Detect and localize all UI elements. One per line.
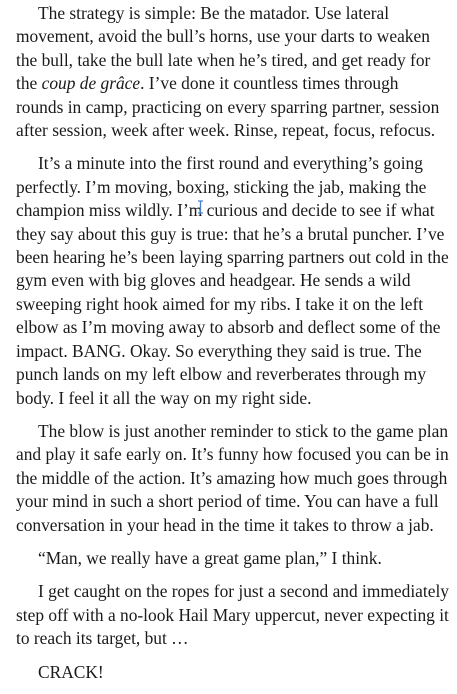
paragraph [16,2,450,142]
paragraph-text: It’s a minute into the first round and everything’s going perfectly. I’m moving, boxing, sticking the jab, making the champion miss wildly. I’m curious and decide to see if what they say about this guy is true: that he’s a brutal puncher. I’ve been hearing he’s been laying sparring partners out cold in the gym even with big gloves and headgear. He sends a wild sweeping right hook aimed for my ribs. I take it on the left elbow as I’m moving away to absorb and deflect some of the impact. BANG. Okay. So everything they said is true. The punch lands on my left elbow and reverberates through my body. I feel it all the way on my right side. [16,153,449,408]
paragraph-text: . I’ve done it countless times through rounds in camp, practicing on every sparring partner, session after session, week after week. Rinse, repeat, focus, refocus. [16,73,440,141]
paragraph [16,580,450,650]
paragraph-text: “Man, we really have a great game plan,” I think. [38,547,382,568]
paragraph [16,420,450,537]
paragraph-text: The strategy is simple: Be the matador. Use lateral movement, avoid the bull’s horns, use your darts to weaken the bull, take the bull late when he’s tired, and get ready for the [16,3,431,94]
text-cursor-icon [197,200,204,214]
paragraph-text: CRACK! [38,661,104,682]
paragraph-italic-text: coup de grâce [41,73,141,94]
paragraph [16,661,450,684]
document-page [16,2,450,694]
paragraph [16,547,450,570]
paragraph-text: I get caught on the ropes for just a second and immediately step off with a no-look Hail Mary uppercut, never expecting it to reach its target, but … [16,581,449,649]
paragraph-text: The blow is just another reminder to stick to the game plan and play it safe early on. It’s funny how focused you can be in the middle of the action. It’s amazing how much goes through your mind in such a short period of time. You can have a full conversation in your head in the time it takes to throw a jab. [16,420,449,535]
paragraph [16,152,450,409]
